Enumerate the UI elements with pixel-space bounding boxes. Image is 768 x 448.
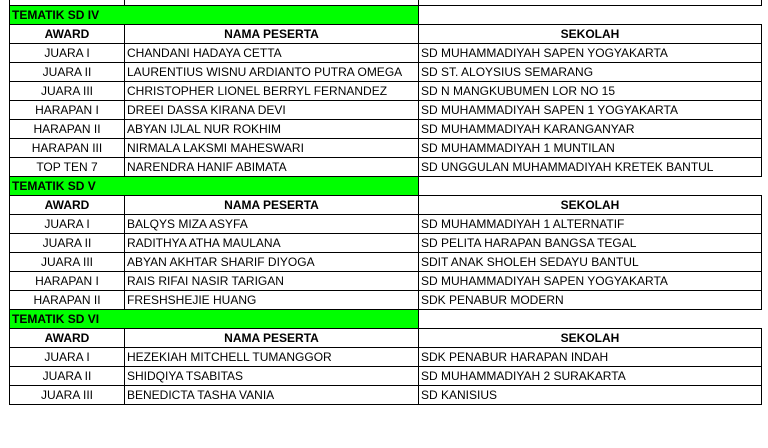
nama-cell: CHRISTOPHER LIONEL BERRYL FERNANDEZ xyxy=(125,81,419,100)
award-cell: JUARA I xyxy=(10,347,125,366)
table-row xyxy=(10,366,762,385)
sekolah-cell: SD KANISIUS xyxy=(419,385,762,404)
table-row xyxy=(10,138,762,157)
award-cell: JUARA I xyxy=(10,214,125,233)
column-header-nama: NAMA PESERTA xyxy=(125,328,419,347)
section-title-row xyxy=(10,5,762,24)
sekolah-cell: SD MUHAMMADIYAH 1 ALTERNATIF xyxy=(419,214,762,233)
section-title: TEMATIK SD VI xyxy=(10,309,419,328)
section-title-blank xyxy=(419,309,762,328)
section-title-row xyxy=(10,309,762,328)
column-header-award: AWARD xyxy=(10,24,125,43)
sekolah-cell: SD PELITA HARAPAN BANGSA TEGAL xyxy=(419,233,762,252)
sekolah-cell: SD UNGGULAN MUHAMMADIYAH KRETEK BANTUL xyxy=(419,157,762,176)
nama-cell: RADITHYA ATHA MAULANA xyxy=(125,233,419,252)
award-cell: JUARA II xyxy=(10,366,125,385)
section-title: TEMATIK SD V xyxy=(10,176,419,195)
table-row xyxy=(10,271,762,290)
column-header-award: AWARD xyxy=(10,328,125,347)
column-header-nama: NAMA PESERTA xyxy=(125,24,419,43)
nama-cell: FRESHSHEJIE HUANG xyxy=(125,290,419,309)
table-row xyxy=(10,43,762,62)
award-cell: HARAPAN II xyxy=(10,119,125,138)
award-cell: JUARA III xyxy=(10,81,125,100)
table-row xyxy=(10,157,762,176)
nama-cell: BENEDICTA TASHA VANIA xyxy=(125,385,419,404)
sekolah-cell: SD MUHAMMADIYAH 2 SURAKARTA xyxy=(419,366,762,385)
column-header-row xyxy=(10,195,762,214)
sekolah-cell: SD MUHAMMADIYAH SAPEN YOGYAKARTA xyxy=(419,43,762,62)
award-cell: TOP TEN 7 xyxy=(10,157,125,176)
results-table xyxy=(9,0,762,405)
sekolah-cell: SD ST. ALOYSIUS SEMARANG xyxy=(419,62,762,81)
nama-cell: BALQYS MIZA ASYFA xyxy=(125,214,419,233)
sekolah-cell: SD MUHAMMADIYAH SAPEN YOGYAKARTA xyxy=(419,271,762,290)
column-header-sekolah: SEKOLAH xyxy=(419,24,762,43)
nama-cell: ABYAN AKHTAR SHARIF DIYOGA xyxy=(125,252,419,271)
column-header-sekolah: SEKOLAH xyxy=(419,328,762,347)
table-row xyxy=(10,233,762,252)
nama-cell: HEZEKIAH MITCHELL TUMANGGOR xyxy=(125,347,419,366)
award-cell: JUARA III xyxy=(10,385,125,404)
column-header-award: AWARD xyxy=(10,195,125,214)
nama-cell: ABYAN IJLAL NUR ROKHIM xyxy=(125,119,419,138)
award-cell: JUARA II xyxy=(10,233,125,252)
section-title: TEMATIK SD IV xyxy=(10,5,419,24)
nama-cell: RAIS RIFAI NASIR TARIGAN xyxy=(125,271,419,290)
sekolah-cell: SDIT ANAK SHOLEH SEDAYU BANTUL xyxy=(419,252,762,271)
results-sheet xyxy=(9,0,761,405)
award-cell: HARAPAN III xyxy=(10,138,125,157)
sekolah-cell: SD MUHAMMADIYAH KARANGANYAR xyxy=(419,119,762,138)
nama-cell: NIRMALA LAKSMI MAHESWARI xyxy=(125,138,419,157)
section-title-blank xyxy=(419,176,762,195)
section-title-row xyxy=(10,176,762,195)
table-row xyxy=(10,81,762,100)
table-row xyxy=(10,62,762,81)
nama-cell: SHIDQIYA TSABITAS xyxy=(125,366,419,385)
award-cell: HARAPAN I xyxy=(10,100,125,119)
sekolah-cell: SD MUHAMMADIYAH 1 MUNTILAN xyxy=(419,138,762,157)
award-cell: JUARA III xyxy=(10,252,125,271)
column-header-sekolah: SEKOLAH xyxy=(419,195,762,214)
section-title-blank xyxy=(419,5,762,24)
table-row xyxy=(10,100,762,119)
column-header-row xyxy=(10,328,762,347)
award-cell: HARAPAN II xyxy=(10,290,125,309)
results-table-body xyxy=(10,0,762,404)
column-header-row xyxy=(10,24,762,43)
table-row xyxy=(10,252,762,271)
table-row xyxy=(10,119,762,138)
sekolah-cell: SDK PENABUR HARAPAN INDAH xyxy=(419,347,762,366)
nama-cell: LAURENTIUS WISNU ARDIANTO PUTRA OMEGA xyxy=(125,62,419,81)
sekolah-cell: SD N MANGKUBUMEN LOR NO 15 xyxy=(419,81,762,100)
table-row xyxy=(10,214,762,233)
sekolah-cell: SDK PENABUR MODERN xyxy=(419,290,762,309)
table-row xyxy=(10,290,762,309)
nama-cell: DREEI DASSA KIRANA DEVI xyxy=(125,100,419,119)
award-cell: JUARA I xyxy=(10,43,125,62)
award-cell: JUARA II xyxy=(10,62,125,81)
table-row xyxy=(10,347,762,366)
table-row xyxy=(10,385,762,404)
column-header-nama: NAMA PESERTA xyxy=(125,195,419,214)
award-cell: HARAPAN I xyxy=(10,271,125,290)
nama-cell: NARENDRA HANIF ABIMATA xyxy=(125,157,419,176)
sekolah-cell: SD MUHAMMADIYAH SAPEN 1 YOGYAKARTA xyxy=(419,100,762,119)
nama-cell: CHANDANI HADAYA CETTA xyxy=(125,43,419,62)
